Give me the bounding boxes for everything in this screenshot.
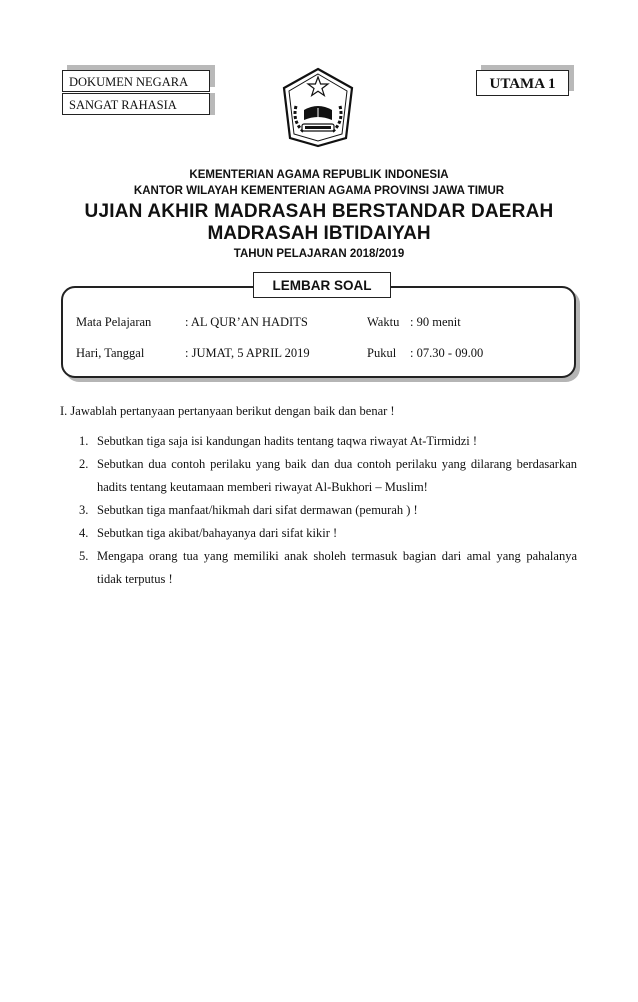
academic-year: TAHUN PELAJARAN 2018/2019 xyxy=(233,248,405,260)
regional-office-name: KANTOR WILAYAH KEMENTERIAN AGAMA PROVINSI JAWA TIMUR xyxy=(133,185,505,197)
school-level-title: MADRASAH IBTIDAIYAH xyxy=(207,223,431,244)
sheet-label: LEMBAR SOAL xyxy=(253,272,391,298)
question-number: 4. xyxy=(79,526,89,540)
exam-variant-badge: UTAMA 1 xyxy=(476,70,569,96)
question-text: Mengapa orang tua yang memiliki anak sholeh termasuk bagian dari amal yang pahalanya xyxy=(97,549,577,563)
question-number: 5. xyxy=(79,549,89,563)
subject-label: Mata Pelajaran xyxy=(76,315,152,329)
ministry-emblem-logo xyxy=(278,66,358,148)
date-label: Hari, Tanggal xyxy=(76,346,145,360)
question-text-continued: hadits tentang keutamaan memberi riwayat Al-Bukhori – Muslim! xyxy=(97,480,428,494)
classification-dokumen-negara: DOKUMEN NEGARA xyxy=(62,70,210,92)
question-text: Sebutkan dua contoh perilaku yang baik dan dua contoh perilaku yang dilarang berdasarkan xyxy=(97,457,577,471)
question-number: 3. xyxy=(79,503,89,517)
ministry-name: KEMENTERIAN AGAMA REPUBLIK INDONESIA xyxy=(189,169,449,181)
duration-label: Waktu xyxy=(367,315,400,329)
instruction-text: I. Jawablah pertanyaan pertanyaan berikut dengan baik dan benar ! xyxy=(60,404,395,418)
exam-info-box xyxy=(61,286,576,378)
hour-value: : 07.30 - 09.00 xyxy=(410,346,484,360)
exam-title: UJIAN AKHIR MADRASAH BERSTANDAR DAERAH xyxy=(84,201,554,222)
question-text: Sebutkan tiga manfaat/hikmah dari sifat dermawan (pemurah ) ! xyxy=(97,503,418,517)
classification-sangat-rahasia: SANGAT RAHASIA xyxy=(62,93,210,115)
question-text: Sebutkan tiga saja isi kandungan hadits tentang taqwa riwayat At-Tirmidzi ! xyxy=(97,434,478,448)
question-number: 2. xyxy=(79,457,89,471)
question-text: Sebutkan tiga akibat/bahayanya dari sifat kikir ! xyxy=(97,526,338,540)
question-number: 1. xyxy=(79,434,89,448)
hour-label: Pukul xyxy=(367,346,397,360)
question-text-continued: tidak terputus ! xyxy=(97,572,173,586)
date-value: : JUMAT, 5 APRIL 2019 xyxy=(185,346,310,360)
subject-value: : AL QUR’AN HADITS xyxy=(185,315,308,329)
duration-value: : 90 menit xyxy=(410,315,461,329)
